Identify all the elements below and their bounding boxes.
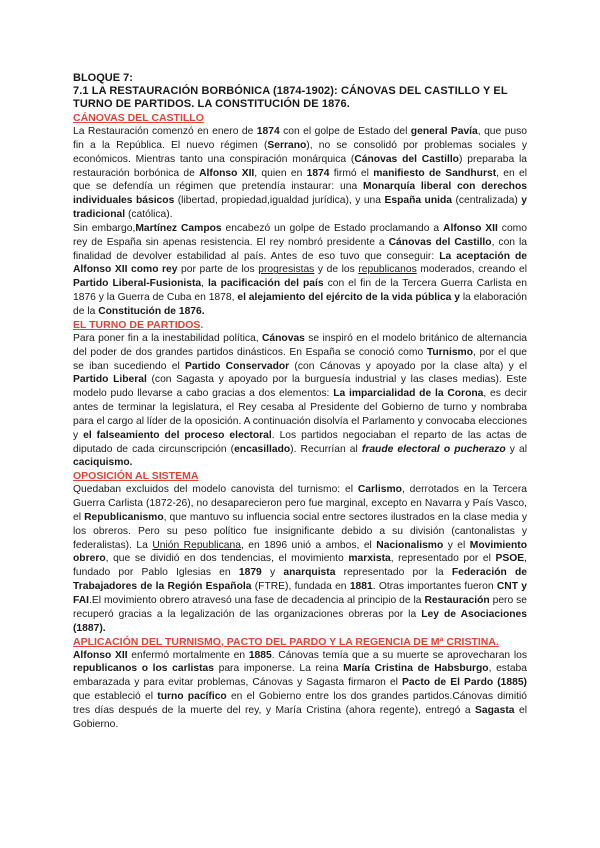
paragraph-canovas-1: La Restauración comenzó en enero de 1874 con el golpe de Estado del general Pavía, que puso fin a la República. El nuevo régimen (Serrano), no se consolidó por problemas sociales y económicos. Mientras tanto una conspiración monárquica (Cánovas del Castillo) preparaba la restauración borbónica de Alfonso XII, quien en 1874 firmó el manifiesto de Sandhurst, en el que se defendía un régimen que pretendía instaurar: una Monarquía liberal con derechos individuales básicos (libertad, propiedad,igualdad jurídica), y una España unida (centralizada) y tradicional (católica). [73, 126, 528, 221]
paragraph-aplicacion: Alfonso XII enfermó mortalmente en 1885. Cánovas temía que a su muerte se aprovecharan los republicanos o los carlistas para imponerse. La reina María Cristina de Habsburgo, estaba embarazada y para evitar problemas, Cánovas y Sagasta firmaron el Pacto de El Pardo (1885) que estableció el turno pacífico en el Gobierno entre los dos grandes partidos.Cánovas dimitió tres días después de la muerte del rey, y María Cristina (ahora regente), entregó a Sagasta el Gobierno. [73, 649, 527, 730]
heading-canovas: CÁNOVAS DEL CASTILLO [73, 112, 204, 124]
paragraph-canovas-2: Sin embargo,Martínez Campos encabezó un golpe de Estado proclamando a Alfonso XII como rey de España sin apenas resistencia. El rey nombró presidente a Cánovas del Castillo, con la finalidad de devolver estabilidad al país. Antes de eso tuvo que conseguir: La aceptación de Alfonso XII como rey por parte de los progresistas y de los republicanos moderados, creando el Partido Liberal-Fusionista, la pacificación del país con el fin de la Tercera Guerra Carlista en 1876 y la Guerra de Cuba en 1878, el alejamiento del ejército de la vida pública y la elaboración de la Constitución de 1876. [73, 222, 528, 317]
paragraph-turno: Para poner fin a la inestabilidad política, Cánovas se inspiró en el modelo británico de alternancia del poder de dos grandes partidos dinásticos. En España se conoció como Turnismo, por el que se iban sucediendo el Partido Conservador (con Cánovas y apoyado por la clase alta) y el Partido Liberal (con Sagasta y apoyado por la burguesía industrial y las clases medias). Este modelo pudo llevarse a cabo gracias a dos elementos: La imparcialidad de la Corona, es decir antes de terminar la legislatura, el Rey cesaba al Presidente del Gobierno de turno y nombraba para el cargo al líder de la oposición. A continuación disolvía el Parlamento y convocaba elecciones y el falseamiento del proceso electoral. Los partidos negociaban el reparto de las actas de diputado de cada circunscripción (encasillado). Recurrían al fraude electoral o pucherazo y al caciquismo. [73, 332, 528, 469]
heading-oposicion: OPOSICIÓN AL SISTEMA [73, 470, 199, 483]
heading-turno: EL TURNO DE PARTIDOS. [73, 318, 204, 331]
heading-aplicacion: APLICACIÓN DEL TURNISMO, PACTO DEL PARDO Y LA REGENCIA DE Mª CRISTINA. [73, 635, 499, 648]
document-title: 7.1 LA RESTAURACIÓN BORBÓNICA (1874-1902): CÁNOVAS DEL CASTILLO Y EL TURNO DE PARTIDOS. LA CONSTITUCIÓN DE 1876. [73, 85, 508, 110]
document-page [73, 72, 527, 732]
paragraph-oposicion: Quedaban excluidos del modelo canovista del turnismo: el Carlismo, derrotados en la Tercera Guerra Carlista (1872-26), no desaparecieron pero fue marginal, excepto en Navarra y País Vasco, el Republicanismo, que mantuvo su influencia social entre sectores ilustrados en la clase media y los obreros. Pero su peso político fue insignificante debido a su división (cantonalistas y federalistas). La Unión Republicana, en 1896 unió a ambos, el Nacionalismo y el Movimiento obrero, que se dividió en dos tendencias, el movimiento marxista, representado por el PSOE, fundado por Pablo Iglesias en 1879 y anarquista representado por la Federación de Trabajadores de la Región Española (FTRE), fundada en 1881. Otras importantes fueron CNT y FAI.El movimiento obrero atravesó una fase de decadencia al principio de la Restauración pero se recuperó gracias a la legalización de las organizaciones obreras por la Ley de Asociaciones (1887). [73, 484, 528, 634]
bloque-label: BLOQUE 7: [73, 72, 133, 84]
